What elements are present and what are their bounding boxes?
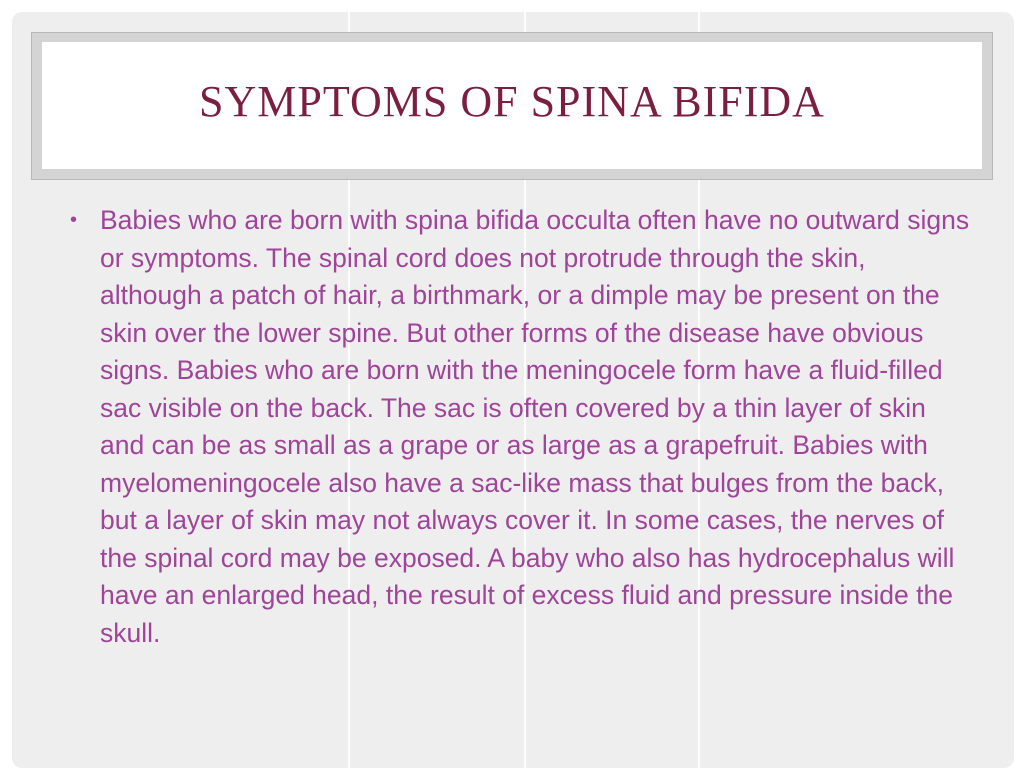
body-paragraph: Babies who are born with spina bifida occulta often have no outward signs or symptoms. The spinal cord does not protrude through the skin, although a patch of hair, a birthmark, or a dimple may be present on the skin over the lower spine. But other forms of the disease have obvious signs. Babies who are born with the meningocele form have a fluid-filled sac visible on the back. The sac is often covered by a thin layer of skin and can be as small as a grape or as large as a grapefruit. Babies with myelomeningocele also have a sac-like mass that bulges from the back, but a layer of skin may not always cover it. In some cases, the nerves of the spinal cord may be exposed. A baby who also has hydrocephalus will have an enlarged head, the result of excess fluid and pressure inside the skull. xyxy=(100,205,970,648)
slide-title: SYMPTOMS OF SPINA BIFIDA xyxy=(199,77,825,126)
title-box xyxy=(42,42,982,169)
bullet-marker: • xyxy=(70,209,78,231)
slide xyxy=(12,12,1014,768)
body-content xyxy=(70,202,970,652)
title-frame xyxy=(31,32,993,180)
